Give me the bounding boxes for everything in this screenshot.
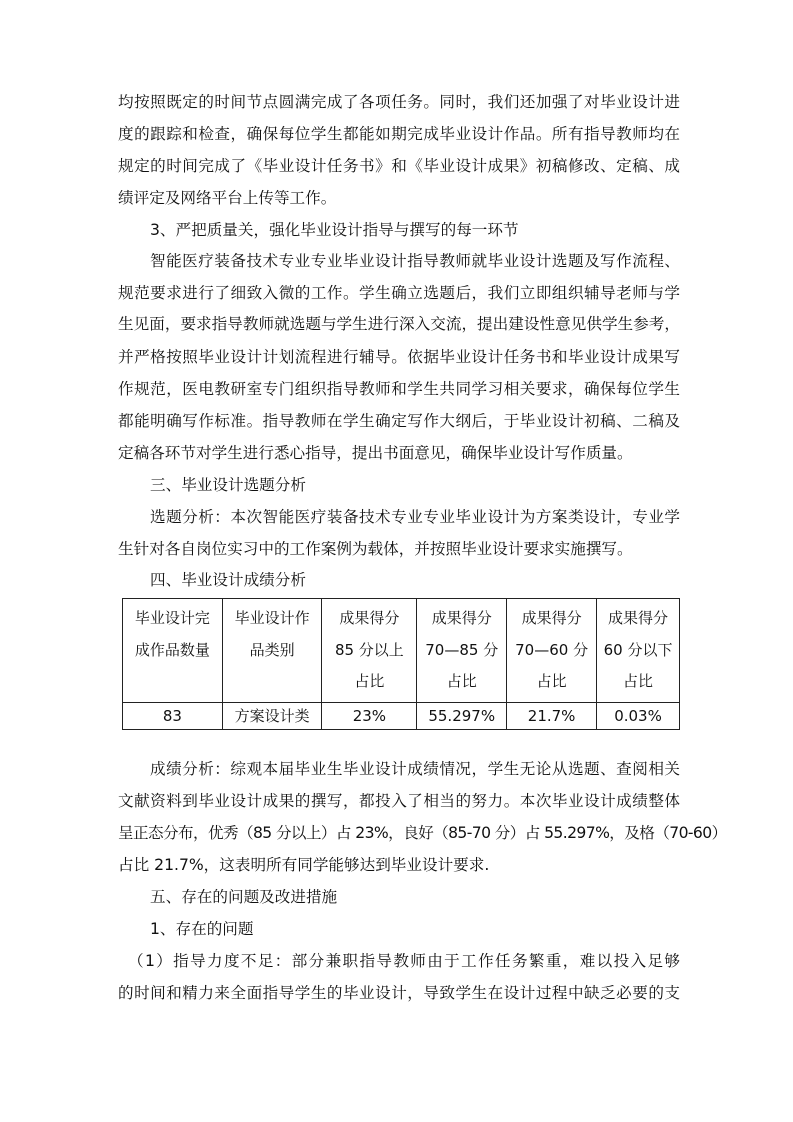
text-line: 的时间和精力来全面指导学生的毕业设计，导致学生在设计过程中缺乏必要的支 — [118, 984, 680, 1002]
text-line: 并严格按照毕业设计计划流程进行辅导。依据毕业设计任务书和毕业设计成果写 — [118, 348, 680, 366]
text-line: 呈正态分布，优秀（85 分以上）占 23%，良好（85-70 分）占 55.297%，及格（70-60） — [118, 824, 727, 842]
section-heading: 3、严把质量关，强化毕业设计指导与撰写的每一环节 — [150, 221, 519, 239]
header-cell: 成果得分 60 分以下 占比 — [597, 599, 680, 703]
table-cell: 23% — [322, 702, 417, 729]
header-cell: 毕业设计作 品类别 — [222, 599, 322, 703]
table-cell: 0.03% — [597, 702, 680, 729]
table-cell: 方案设计类 — [222, 702, 322, 729]
table-header-row — [123, 599, 680, 703]
text-line: 规定的时间完成了《毕业设计任务书》和《毕业设计成果》初稿修改、定稿、成 — [118, 157, 680, 175]
table-cell: 83 — [123, 702, 223, 729]
header-cell: 成果得分 85 分以上 占比 — [322, 599, 417, 703]
text-line: 作规范，医电教研室专门组织指导教师和学生共同学习相关要求，确保每位学生 — [118, 380, 680, 398]
text-line: 智能医疗装备技术专业专业毕业设计指导教师就毕业设计选题及写作流程、 — [150, 252, 680, 270]
header-cell: 成果得分 70—60 分 占比 — [507, 599, 597, 703]
text-line: 度的跟踪和检查，确保每位学生都能如期完成毕业设计作品。所有指导教师均在 — [118, 125, 680, 143]
text-line: 选题分析：本次智能医疗装备技术专业专业毕业设计为方案类设计，专业学 — [150, 508, 680, 526]
text-line: 规范要求进行了细致入微的工作。学生确立选题后，我们立即组织辅导老师与学 — [118, 284, 680, 302]
subsection-heading: 1、存在的问题 — [150, 920, 254, 938]
text-line: 都能明确写作标准。指导教师在学生确定写作大纲后，于毕业设计初稿、二稿及 — [118, 412, 680, 430]
text-line: 文献资料到毕业设计成果的撰写，都投入了相当的努力。本次毕业设计成绩整体 — [118, 792, 680, 810]
text-line: 均按照既定的时间节点圆满完成了各项任务。同时，我们还加强了对毕业设计进 — [118, 93, 680, 111]
table-row — [123, 702, 680, 729]
text-line: 占比 21.7%，这表明所有同学能够达到毕业设计要求. — [118, 856, 490, 874]
text-line: 定稿各环节对学生进行悉心指导，提出书面意见，确保毕业设计写作质量。 — [118, 444, 633, 462]
table-cell: 21.7% — [507, 702, 597, 729]
header-cell: 成果得分 70—85 分 占比 — [417, 599, 507, 703]
grade-table — [122, 598, 680, 730]
text-line: 成绩分析：综观本届毕业生毕业设计成绩情况，学生无论从选题、查阅相关 — [150, 760, 680, 778]
section-heading: 三、毕业设计选题分析 — [150, 476, 306, 494]
text-line: 生见面，要求指导教师就选题与学生进行深入交流，提出建设性意见供学生参考， — [118, 315, 680, 333]
text-line: 生针对各自岗位实习中的工作案例为载体，并按照毕业设计要求实施撰写。 — [118, 540, 633, 558]
header-cell: 毕业设计完 成作品数量 — [123, 599, 223, 703]
text-line: （1）指导力度不足：部分兼职指导教师由于工作任务繁重，难以投入足够 — [128, 952, 680, 970]
section-heading: 四、毕业设计成绩分析 — [150, 571, 306, 589]
section-heading: 五、存在的问题及改进措施 — [150, 888, 338, 906]
text-line: 绩评定及网络平台上传等工作。 — [118, 189, 337, 207]
table-cell: 55.297% — [417, 702, 507, 729]
